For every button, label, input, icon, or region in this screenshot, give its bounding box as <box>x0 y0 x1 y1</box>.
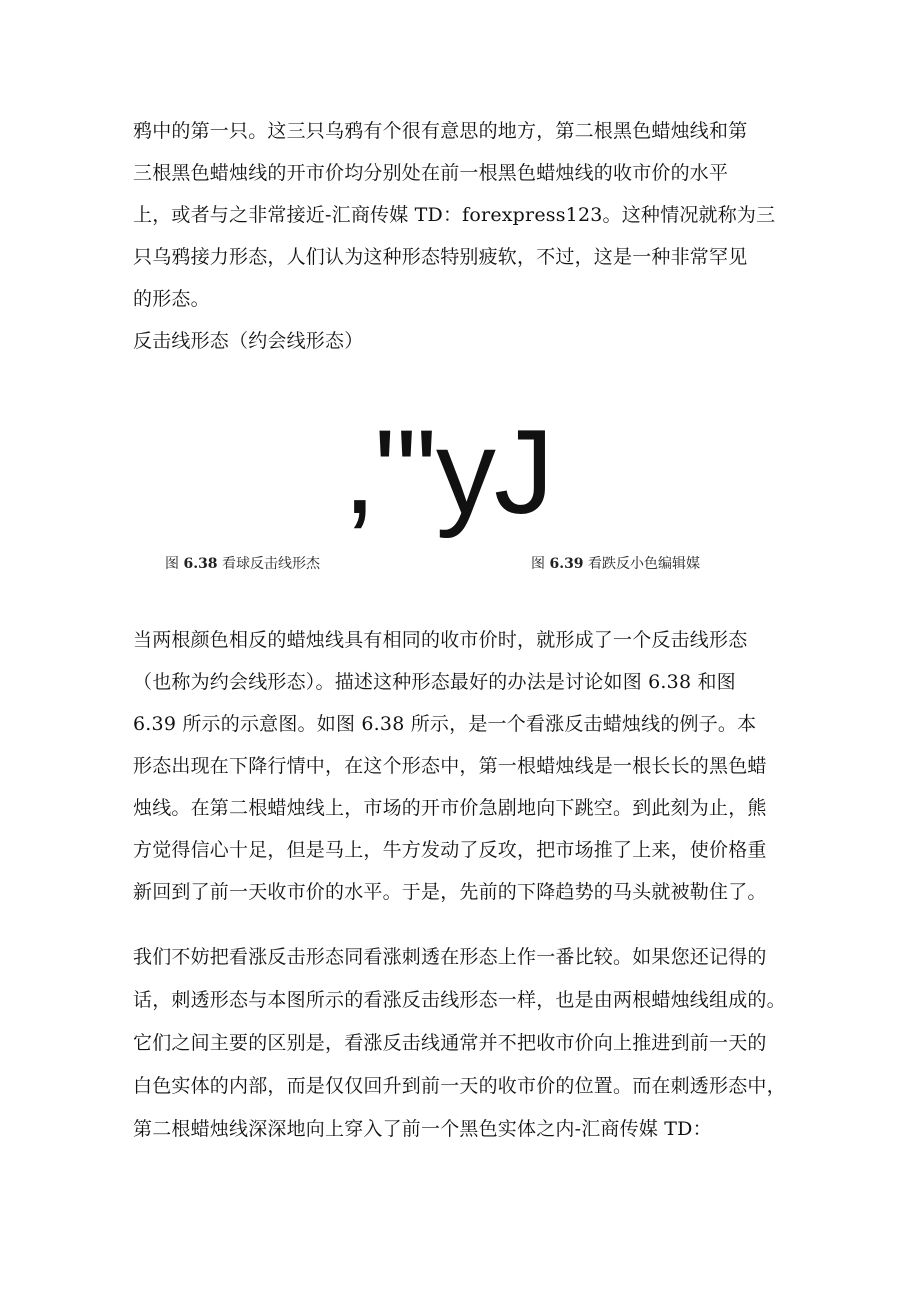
text-line: 上，或者与之非常接近-汇商传媒 TD：forexpress123。这种情况就称为三 <box>133 204 776 226</box>
text-line: 方觉得信心十足，但是马上，牛方发动了反攻，把市场推了上来，使价格重 <box>133 839 767 861</box>
text-line: 鸦中的第一只。这三只乌鸦有个很有意思的地方，第二根黑色蜡烛线和第 <box>133 120 748 142</box>
text-line: 它们之间主要的区别是，看涨反击线通常并不把收市价向上推进到前一天的 <box>133 1032 767 1054</box>
text-line: 第二根蜡烛线深深地向上穿入了前一个黑色实体之内-汇商传媒 TD： <box>133 1118 712 1140</box>
section-heading: 反击线形态（约会线形态） <box>133 330 364 352</box>
text-line: 话，刺透形态与本图所示的看涨反击线形态一样，也是由两根蜡烛线组成的。 <box>133 989 786 1011</box>
text-line: 6.39 所示的示意图。如图 6.38 所示，是一个看涨反击蜡烛线的例子。本 <box>133 713 757 735</box>
caption-text: 看跌反小色编辑媒 <box>588 556 701 572</box>
text-line: 新回到了前一天收市价的水平。于是，先前的下降趋势的马头就被勒住了。 <box>133 881 767 903</box>
text-line: 当两根颜色相反的蜡烛线具有相同的收市价时，就形成了一个反击线形态 <box>133 629 748 651</box>
caption-prefix: 图 <box>531 556 545 572</box>
text-line: （也称为约会线形态）。描述这种形态最好的办法是讨论如图 6.38 和图 <box>133 671 736 693</box>
figure-garbled-art: ,"'yJ <box>343 405 552 539</box>
caption-text: 看球反击线形杰 <box>222 556 321 572</box>
caption-number: 6.38 <box>183 556 218 572</box>
figure-caption-6-38 <box>165 553 320 573</box>
text-line: 烛线。在第二根蜡烛线上，市场的开市价急剧地向下跳空。到此刻为止，熊 <box>133 797 767 819</box>
text-line: 白色实体的内部，而是仅仅回升到前一天的收市价的位置。而在刺透形态中， <box>133 1075 786 1097</box>
text-line: 的形态。 <box>133 288 210 310</box>
caption-prefix: 图 <box>165 556 179 572</box>
text-line: 形态出现在下降行情中，在这个形态中，第一根蜡烛线是一根长长的黑色蜡 <box>133 755 767 777</box>
caption-number: 6.39 <box>549 556 584 572</box>
text-line: 我们不妨把看涨反击形态同看涨刺透在形态上作一番比较。如果您还记得的 <box>133 946 767 968</box>
text-line: 只乌鸦接力形态，人们认为这种形态特别疲软，不过，这是一种非常罕见 <box>133 246 748 268</box>
figure-caption-6-39 <box>531 553 700 573</box>
text-line: 三根黑色蜡烛线的开市价均分别处在前一根黑色蜡烛线的收市价的水平 <box>133 162 729 184</box>
